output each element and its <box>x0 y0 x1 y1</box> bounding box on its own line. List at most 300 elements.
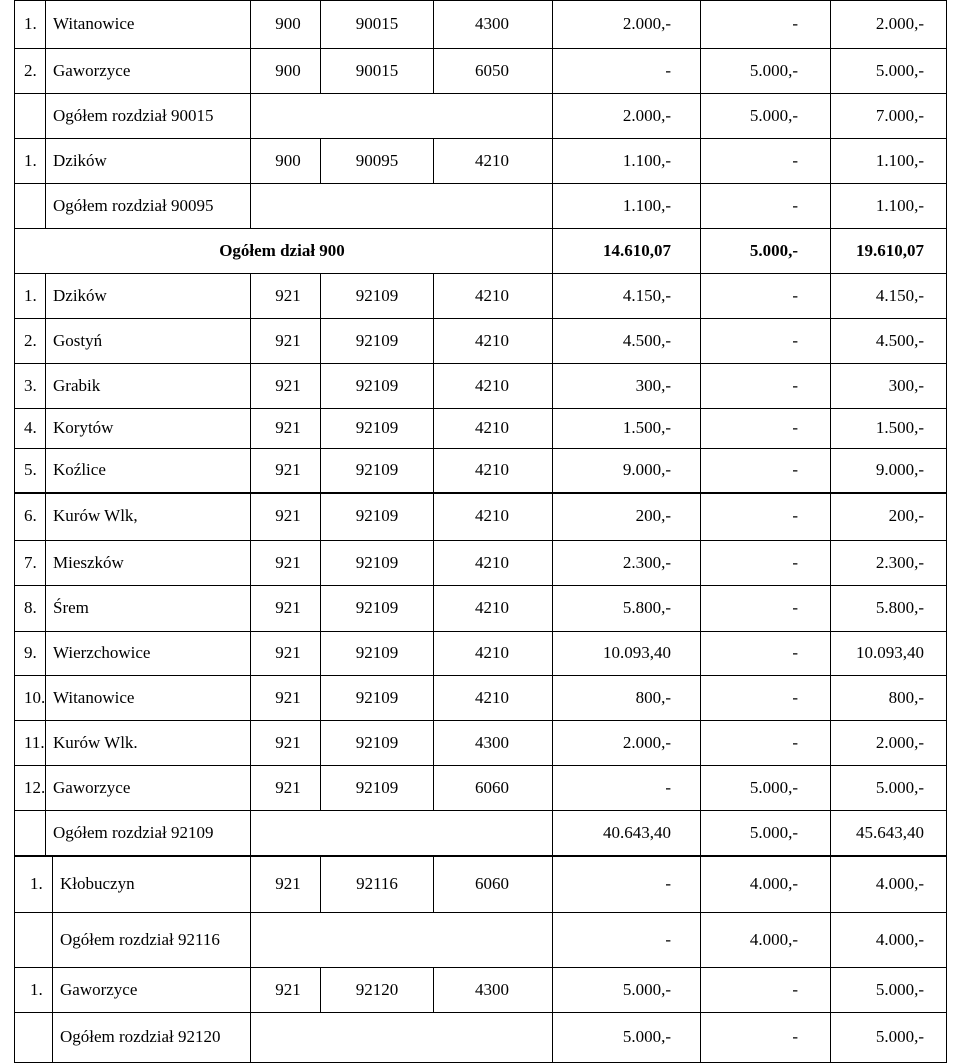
amount-current: 10.093,40 <box>603 643 671 662</box>
column-divider <box>320 765 321 810</box>
column-divider <box>250 448 251 492</box>
dzial-code: 921 <box>275 777 301 797</box>
amount-total: 1.500,- <box>875 418 924 437</box>
rozdzial-code: 90015 <box>355 60 399 80</box>
row-number: 5. <box>24 460 37 479</box>
amount-investment: - <box>792 418 798 437</box>
amount-investment: - <box>792 285 798 305</box>
subtotal-label: Ogółem rozdział 90095 <box>53 195 214 215</box>
row-divider <box>14 0 947 1</box>
row-number: 1. <box>30 979 43 999</box>
amount-investment: - <box>792 552 798 572</box>
column-divider <box>433 855 434 912</box>
dzial-code: 921 <box>275 643 301 662</box>
amount-total: 5.000,- <box>875 979 924 999</box>
column-divider <box>433 318 434 363</box>
row-divider <box>14 448 947 449</box>
column-divider <box>14 183 15 228</box>
paragraf-code: 4210 <box>475 598 509 617</box>
column-divider <box>946 448 947 492</box>
row-divider <box>14 720 947 721</box>
row-number: 9. <box>24 643 37 662</box>
rozdzial-code: 92109 <box>355 552 399 572</box>
rozdzial-code: 90015 <box>355 14 399 33</box>
amount-investment: - <box>792 195 798 215</box>
amount-current: 4.500,- <box>622 330 671 350</box>
amount-current: 14.610,07 <box>603 240 671 260</box>
amount-current: 800,- <box>635 687 671 707</box>
paragraf-code: 6050 <box>475 60 509 80</box>
row-divider <box>14 228 947 229</box>
column-divider <box>946 540 947 585</box>
paragraf-code: 4210 <box>475 150 509 170</box>
column-divider <box>433 967 434 1012</box>
paragraf-code: 4210 <box>475 552 509 572</box>
dzial-code: 900 <box>275 60 301 80</box>
column-divider <box>320 273 321 318</box>
column-divider <box>250 967 251 1012</box>
locality-name: Gaworzyce <box>53 777 131 797</box>
column-divider <box>946 855 947 912</box>
column-divider <box>946 765 947 810</box>
paragraf-code: 4210 <box>475 506 509 525</box>
column-divider <box>320 363 321 408</box>
column-divider <box>433 408 434 448</box>
column-divider <box>320 0 321 48</box>
column-divider <box>14 631 15 675</box>
locality-name: Koźlice <box>53 460 106 479</box>
column-divider <box>14 273 15 318</box>
column-divider <box>250 93 251 138</box>
column-divider <box>250 675 251 720</box>
column-divider <box>946 363 947 408</box>
row-divider <box>14 810 947 811</box>
column-divider <box>14 912 15 967</box>
column-divider <box>14 675 15 720</box>
amount-total: 800,- <box>888 687 924 707</box>
column-divider <box>946 675 947 720</box>
column-divider <box>250 318 251 363</box>
row-divider <box>14 492 947 494</box>
column-divider <box>52 912 53 967</box>
column-divider <box>946 228 947 273</box>
amount-investment: - <box>792 687 798 707</box>
column-divider <box>320 492 321 540</box>
dzial-code: 921 <box>275 460 301 479</box>
column-divider <box>52 967 53 1012</box>
column-divider <box>320 448 321 492</box>
column-divider <box>433 675 434 720</box>
column-divider <box>250 585 251 631</box>
column-divider <box>14 855 15 912</box>
column-divider <box>14 765 15 810</box>
total-label: Ogółem dział 900 <box>219 240 345 260</box>
column-divider <box>946 408 947 448</box>
locality-name: Witanowice <box>53 14 135 33</box>
dzial-code: 900 <box>275 14 301 33</box>
dzial-code: 921 <box>275 979 301 999</box>
column-divider <box>45 448 46 492</box>
subtotal-label: Ogółem rozdział 92120 <box>60 1027 221 1046</box>
column-divider <box>14 720 15 765</box>
column-divider <box>946 48 947 93</box>
locality-name: Wierzchowice <box>53 643 151 662</box>
amount-investment: - <box>792 375 798 395</box>
row-number: 1. <box>24 14 37 33</box>
column-divider <box>45 720 46 765</box>
amount-current: 40.643,40 <box>603 822 671 842</box>
column-divider <box>946 720 947 765</box>
row-number: 1. <box>30 873 43 893</box>
column-divider <box>320 318 321 363</box>
column-divider <box>433 765 434 810</box>
amount-investment: 5.000,- <box>749 60 798 80</box>
column-divider <box>320 585 321 631</box>
column-divider <box>433 48 434 93</box>
paragraf-code: 4300 <box>475 14 509 33</box>
locality-name: Gaworzyce <box>60 979 138 999</box>
column-divider <box>250 912 251 967</box>
row-divider <box>14 408 947 409</box>
rozdzial-code: 92109 <box>355 285 399 305</box>
paragraf-code: 4300 <box>475 979 509 999</box>
amount-total: 1.100,- <box>875 195 924 215</box>
amount-total: 4.000,- <box>875 873 924 893</box>
locality-name: Kurów Wlk. <box>53 732 138 752</box>
column-divider <box>946 810 947 855</box>
row-divider <box>14 93 947 94</box>
rozdzial-code: 92109 <box>355 460 399 479</box>
dzial-code: 921 <box>275 418 301 437</box>
locality-name: Dzików <box>53 150 107 170</box>
rozdzial-code: 92109 <box>355 687 399 707</box>
column-divider <box>45 363 46 408</box>
row-divider <box>14 631 947 632</box>
amount-total: 5.000,- <box>875 1027 924 1046</box>
column-divider <box>14 228 15 273</box>
amount-investment: - <box>792 150 798 170</box>
row-number: 1. <box>24 150 37 170</box>
row-divider <box>14 318 947 319</box>
column-divider <box>250 363 251 408</box>
dzial-code: 921 <box>275 552 301 572</box>
amount-investment: - <box>792 643 798 662</box>
column-divider <box>250 540 251 585</box>
dzial-code: 921 <box>275 330 301 350</box>
rozdzial-code: 92109 <box>355 598 399 617</box>
row-number: 2. <box>24 330 37 350</box>
locality-name: Dzików <box>53 285 107 305</box>
dzial-code: 921 <box>275 598 301 617</box>
dzial-code: 921 <box>275 506 301 525</box>
locality-name: Gostyń <box>53 330 103 350</box>
amount-current: 1.100,- <box>622 195 671 215</box>
paragraf-code: 4210 <box>475 285 509 305</box>
rozdzial-code: 92109 <box>355 777 399 797</box>
amount-investment: 5.000,- <box>749 777 798 797</box>
column-divider <box>250 48 251 93</box>
amount-current: 5.000,- <box>622 979 671 999</box>
amount-current: 2.000,- <box>622 105 671 125</box>
row-divider <box>14 765 947 766</box>
amount-current: 1.500,- <box>622 418 671 437</box>
column-divider <box>946 273 947 318</box>
column-divider <box>52 855 53 912</box>
row-number: 11. <box>24 732 45 752</box>
amount-investment: - <box>792 1027 798 1046</box>
column-divider <box>320 675 321 720</box>
rozdzial-code: 92109 <box>355 418 399 437</box>
amount-investment: - <box>792 14 798 33</box>
column-divider <box>45 408 46 448</box>
column-divider <box>250 408 251 448</box>
amount-investment: - <box>792 979 798 999</box>
column-divider <box>320 720 321 765</box>
amount-current: 1.100,- <box>622 150 671 170</box>
amount-current: 2.300,- <box>622 552 671 572</box>
column-divider <box>250 810 251 855</box>
column-divider <box>14 967 15 1012</box>
column-divider <box>433 363 434 408</box>
column-divider <box>320 408 321 448</box>
amount-current: 200,- <box>635 506 671 525</box>
column-divider <box>45 273 46 318</box>
paragraf-code: 6060 <box>475 777 509 797</box>
column-divider <box>433 0 434 48</box>
dzial-code: 921 <box>275 732 301 752</box>
amount-total: 4.150,- <box>875 285 924 305</box>
column-divider <box>946 585 947 631</box>
amount-total: 5.800,- <box>875 598 924 617</box>
row-divider <box>14 585 947 586</box>
locality-name: Kurów Wlk, <box>53 506 138 525</box>
column-divider <box>250 631 251 675</box>
column-divider <box>14 318 15 363</box>
column-divider <box>45 183 46 228</box>
column-divider <box>14 1012 15 1062</box>
column-divider <box>320 855 321 912</box>
column-divider <box>45 93 46 138</box>
rozdzial-code: 92116 <box>356 873 398 893</box>
amount-current: - <box>665 929 671 949</box>
amount-total: 4.000,- <box>875 929 924 949</box>
column-divider <box>433 448 434 492</box>
amount-investment: 5.000,- <box>749 240 798 260</box>
column-divider <box>52 1012 53 1062</box>
column-divider <box>14 0 15 48</box>
column-divider <box>946 138 947 183</box>
row-number: 6. <box>24 506 37 525</box>
amount-total: 4.500,- <box>875 330 924 350</box>
column-divider <box>250 183 251 228</box>
dzial-code: 921 <box>275 375 301 395</box>
amount-current: 5.800,- <box>622 598 671 617</box>
column-divider <box>14 138 15 183</box>
row-divider <box>14 1012 947 1013</box>
column-divider <box>14 48 15 93</box>
row-divider <box>14 138 947 139</box>
amount-total: 5.000,- <box>875 777 924 797</box>
rozdzial-code: 92109 <box>355 506 399 525</box>
column-divider <box>45 810 46 855</box>
paragraf-code: 4210 <box>475 687 509 707</box>
amount-total: 10.093,40 <box>856 643 924 662</box>
paragraf-code: 6060 <box>475 873 509 893</box>
amount-investment: - <box>792 506 798 525</box>
dzial-code: 921 <box>275 285 301 305</box>
amount-investment: - <box>792 598 798 617</box>
row-divider <box>14 967 947 968</box>
row-number: 7. <box>24 552 37 572</box>
subtotal-label: Ogółem rozdział 90015 <box>53 105 214 125</box>
column-divider <box>14 363 15 408</box>
locality-name: Mieszków <box>53 552 124 572</box>
amount-current: - <box>665 873 671 893</box>
column-divider <box>45 48 46 93</box>
amount-current: - <box>665 60 671 80</box>
row-divider <box>14 855 947 857</box>
amount-current: 5.000,- <box>622 1027 671 1046</box>
locality-name: Witanowice <box>53 687 135 707</box>
locality-name: Gaworzyce <box>53 60 131 80</box>
column-divider <box>250 855 251 912</box>
column-divider <box>946 1012 947 1062</box>
amount-total: 7.000,- <box>875 105 924 125</box>
paragraf-code: 4210 <box>475 460 509 479</box>
amount-current: 4.150,- <box>622 285 671 305</box>
column-divider <box>320 631 321 675</box>
amount-investment: - <box>792 732 798 752</box>
amount-total: 2.000,- <box>875 732 924 752</box>
column-divider <box>14 810 15 855</box>
amount-total: 2.300,- <box>875 552 924 572</box>
amount-total: 300,- <box>888 375 924 395</box>
column-divider <box>250 1012 251 1062</box>
row-number: 8. <box>24 598 37 617</box>
column-divider <box>320 540 321 585</box>
column-divider <box>433 631 434 675</box>
amount-investment: 5.000,- <box>749 822 798 842</box>
row-divider <box>14 540 947 541</box>
row-number: 1. <box>24 285 37 305</box>
column-divider <box>320 48 321 93</box>
column-divider <box>14 540 15 585</box>
row-number: 12. <box>24 777 46 797</box>
row-number: 2. <box>24 60 37 80</box>
amount-investment: 4.000,- <box>749 873 798 893</box>
column-divider <box>250 138 251 183</box>
rozdzial-code: 92109 <box>355 330 399 350</box>
column-divider <box>14 93 15 138</box>
row-number: 3. <box>24 375 37 395</box>
row-number: 4. <box>24 418 37 437</box>
column-divider <box>946 0 947 48</box>
column-divider <box>433 585 434 631</box>
subtotal-label: Ogółem rozdział 92109 <box>53 822 214 842</box>
amount-investment: 4.000,- <box>749 929 798 949</box>
column-divider <box>433 540 434 585</box>
amount-current: 300,- <box>635 375 671 395</box>
column-divider <box>433 720 434 765</box>
amount-current: 2.000,- <box>622 14 671 33</box>
amount-total: 1.100,- <box>875 150 924 170</box>
amount-current: - <box>665 777 671 797</box>
amount-current: 9.000,- <box>622 460 671 479</box>
paragraf-code: 4210 <box>475 643 509 662</box>
column-divider <box>45 492 46 540</box>
amount-investment: - <box>792 460 798 479</box>
amount-total: 2.000,- <box>875 14 924 33</box>
paragraf-code: 4210 <box>475 375 509 395</box>
dzial-code: 921 <box>275 687 301 707</box>
amount-total: 5.000,- <box>875 60 924 80</box>
column-divider <box>946 183 947 228</box>
amount-investment: - <box>792 330 798 350</box>
row-divider <box>14 48 947 49</box>
column-divider <box>250 765 251 810</box>
amount-total: 45.643,40 <box>856 822 924 842</box>
dzial-code: 900 <box>275 150 301 170</box>
column-divider <box>946 318 947 363</box>
amount-total: 9.000,- <box>875 460 924 479</box>
locality-name: Korytów <box>53 418 114 437</box>
rozdzial-code: 92120 <box>355 979 399 999</box>
amount-total: 19.610,07 <box>856 240 924 260</box>
locality-name: Grabik <box>53 375 101 395</box>
column-divider <box>946 912 947 967</box>
rozdzial-code: 92109 <box>355 643 399 662</box>
column-divider <box>250 720 251 765</box>
column-divider <box>14 408 15 448</box>
amount-total: 200,- <box>888 506 924 525</box>
column-divider <box>14 585 15 631</box>
row-divider <box>14 912 947 913</box>
column-divider <box>14 448 15 492</box>
column-divider <box>320 138 321 183</box>
dzial-code: 921 <box>275 873 301 893</box>
row-divider <box>14 675 947 676</box>
column-divider <box>45 585 46 631</box>
row-number: 10. <box>24 687 46 707</box>
column-divider <box>946 492 947 540</box>
amount-current: 2.000,- <box>622 732 671 752</box>
column-divider <box>946 967 947 1012</box>
column-divider <box>320 967 321 1012</box>
column-divider <box>45 138 46 183</box>
paragraf-code: 4210 <box>475 418 509 437</box>
column-divider <box>250 492 251 540</box>
column-divider <box>946 93 947 138</box>
paragraf-code: 4210 <box>475 330 509 350</box>
rozdzial-code: 90095 <box>355 150 399 170</box>
rozdzial-code: 92109 <box>355 375 399 395</box>
row-divider <box>14 363 947 364</box>
column-divider <box>250 273 251 318</box>
column-divider <box>946 631 947 675</box>
amount-investment: 5.000,- <box>749 105 798 125</box>
column-divider <box>45 540 46 585</box>
row-divider <box>14 273 947 274</box>
paragraf-code: 4300 <box>475 732 509 752</box>
column-divider <box>14 492 15 540</box>
column-divider <box>45 0 46 48</box>
column-divider <box>433 492 434 540</box>
row-divider <box>14 183 947 184</box>
locality-name: Śrem <box>53 598 89 617</box>
column-divider <box>433 273 434 318</box>
subtotal-label: Ogółem rozdział 92116 <box>60 929 220 949</box>
column-divider <box>45 631 46 675</box>
